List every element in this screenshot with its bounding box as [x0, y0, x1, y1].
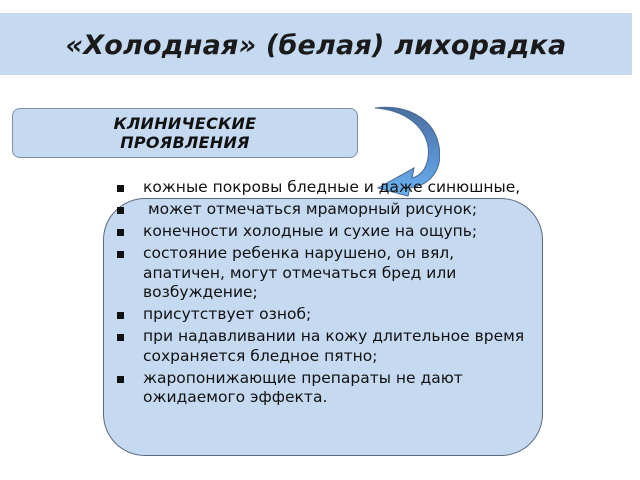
- list-item: [115, 305, 525, 325]
- list-item: [115, 327, 525, 366]
- square-bullet-icon: [117, 312, 124, 319]
- clinical-manifestations-heading: [114, 114, 257, 152]
- list-item-text: конечности холодные и сухие на ощупь;: [143, 222, 478, 240]
- square-bullet-icon: [117, 251, 124, 258]
- list-item: [115, 200, 525, 220]
- square-bullet-icon: [117, 207, 124, 214]
- square-bullet-icon: [117, 376, 124, 383]
- manifestations-list: [115, 178, 525, 410]
- square-bullet-icon: [117, 185, 124, 192]
- square-bullet-icon: [117, 334, 124, 341]
- title-bar: [0, 13, 632, 75]
- list-item-text: может отмечаться мраморный рисунок;: [143, 200, 478, 218]
- slide-title: «Холодная» (белая) лихорадка: [65, 29, 567, 61]
- list-item-text: состояние ребенка нарушено, он вял, апатичен, могут отмечаться бред или возбуждение;: [143, 244, 457, 301]
- list-item-text: присутствует озноб;: [143, 305, 312, 323]
- heading-line-1: КЛИНИЧЕСКИЕ: [113, 114, 257, 133]
- list-item-text: жаропонижающие препараты не дают ожидаемого эффекта.: [143, 368, 463, 406]
- list-item: [115, 244, 525, 303]
- list-item: [115, 178, 525, 198]
- list-item-text: при надавливании на кожу длительное время сохраняется бледное пятно;: [143, 327, 525, 365]
- heading-line-2: ПРОЯВЛЕНИЯ: [120, 133, 250, 152]
- list-item-text: кожные покровы бледные и даже синюшные,: [143, 178, 521, 196]
- clinical-manifestations-box: [12, 108, 358, 158]
- list-item: [115, 369, 525, 408]
- list-item: [115, 222, 525, 242]
- square-bullet-icon: [117, 229, 124, 236]
